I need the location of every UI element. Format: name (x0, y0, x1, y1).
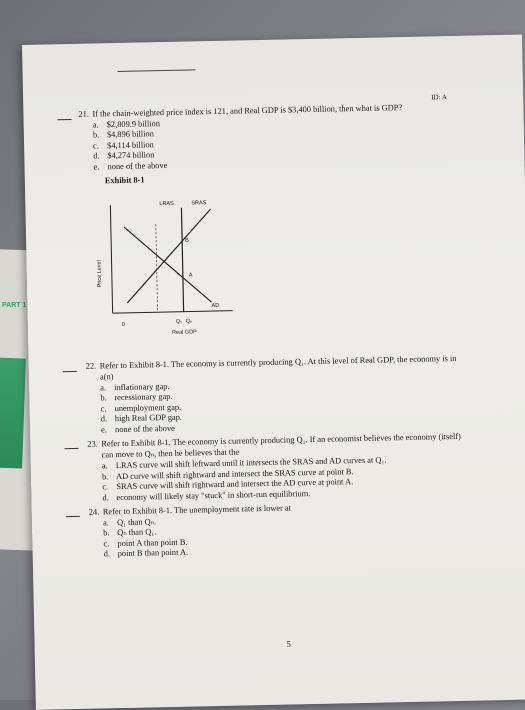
header-rule (118, 69, 196, 72)
sras-curve (125, 209, 212, 303)
option-text: $2,809.9 billion (106, 119, 161, 130)
question-21-number: 21. (78, 109, 90, 119)
background-part-label: PART 1 (2, 302, 27, 309)
qn-label: Qₙ (185, 318, 193, 325)
option-text: none of the above (114, 423, 175, 434)
option-letter: e. (100, 424, 107, 435)
ad-label: AD (211, 302, 220, 310)
option-text: inflationary gap. (114, 381, 170, 393)
option-letter: e. (93, 162, 100, 172)
option-text: high Real GDP gap. (114, 412, 183, 424)
gdp-axis (113, 311, 233, 314)
option-text: none of the above (107, 160, 168, 171)
option-letter: d. (100, 414, 108, 424)
question-21-stem: If the chain-weighted price index is 121, and Real GDP is $3,400 billion, then what is GDP? (92, 103, 403, 119)
y-axis-label: Price Level (96, 260, 104, 288)
option-text: point A than point B. (117, 537, 188, 548)
option-text: recessionary gap. (114, 392, 173, 403)
option-letter: b. (92, 130, 100, 140)
option-text: $4,274 billion (107, 150, 155, 161)
question-24-number: 24. (88, 507, 100, 517)
q1-label: Q₁ (175, 318, 183, 325)
answer-blank-21[interactable] (58, 119, 72, 120)
origin-label: 0 (121, 321, 126, 328)
option-text: Q₁ than Qₙ. (116, 517, 157, 528)
question-22-stem-line-1: Refer to Exhibit 8-1. The economy is currently producing Q₁. At this level of Real GDP, the economy is in (99, 353, 457, 371)
option-text: unemployment gap. (114, 402, 182, 413)
worksheet-page (22, 35, 525, 710)
option-letter: a. (101, 461, 108, 471)
page-number: 5 (286, 639, 291, 649)
option-letter: c. (100, 404, 107, 414)
point-b-label: B (185, 237, 189, 244)
point-a-label: A (188, 272, 193, 279)
option-letter: d. (102, 493, 109, 503)
option-text: $4,896 billion (106, 129, 154, 140)
option-letter: b. (100, 393, 107, 403)
answer-blank-22[interactable] (63, 371, 77, 372)
x-axis-label: Real GDP (171, 329, 197, 336)
question-24-option[interactable] (104, 548, 189, 560)
question-22-number: 22. (85, 361, 97, 371)
lras-curve (181, 208, 183, 312)
question-24-stem: Refer to Exhibit 8-1. The unemployment rate is lower at (102, 503, 292, 517)
lras-label: LRAS (159, 200, 174, 208)
question-23-number: 23. (87, 439, 98, 449)
option-text: point B than point A. (117, 547, 189, 559)
option-letter: d. (103, 549, 111, 559)
option-text: Qₙ than Q₁. (117, 527, 157, 538)
option-letter: d. (93, 151, 100, 161)
option-text: SRAS curve will shift rightward and intersect the AD curve at point A. (116, 477, 354, 492)
option-letter: c. (103, 539, 110, 549)
id-label: ID: A (431, 93, 448, 102)
option-letter: a. (100, 383, 107, 393)
option-letter: b. (101, 471, 109, 482)
question-21-option[interactable] (93, 161, 167, 173)
option-letter: a. (92, 120, 99, 130)
option-letter: c. (93, 141, 100, 151)
answer-blank-23[interactable] (64, 448, 78, 449)
question-23-stem-line-2: can move to Qₙ, then he believes that the (101, 447, 240, 460)
option-letter: a. (102, 518, 109, 528)
option-text: economy will likely stay "stuck" in short-run equilibrium. (116, 488, 311, 502)
question-23-stem-line-1: Refer to Exhibit 8-1. The economy is currently producing Q₁. If an economist believes the economy (itself) (101, 431, 461, 449)
option-letter: c. (102, 482, 109, 492)
exhibit-title: Exhibit 8-1 (104, 175, 145, 186)
sras-label: SRAS (191, 200, 207, 207)
answer-blank-24[interactable] (66, 516, 80, 517)
question-22-option[interactable] (101, 423, 175, 435)
option-text: $4,114 billion (107, 140, 154, 151)
question-22-stem-line-2: a(n) (99, 372, 114, 382)
exhibit-8-1-graph (85, 189, 238, 342)
background-green-book (0, 357, 26, 468)
price-axis (110, 205, 112, 313)
option-text: LRAS curve will shift leftward until it intersects the SRAS and AD curves at Q₁. (115, 455, 387, 471)
option-letter: b. (103, 528, 110, 538)
option-text: AD curve will shift rightward and intersect the SRAS curve at point B. (115, 466, 354, 481)
